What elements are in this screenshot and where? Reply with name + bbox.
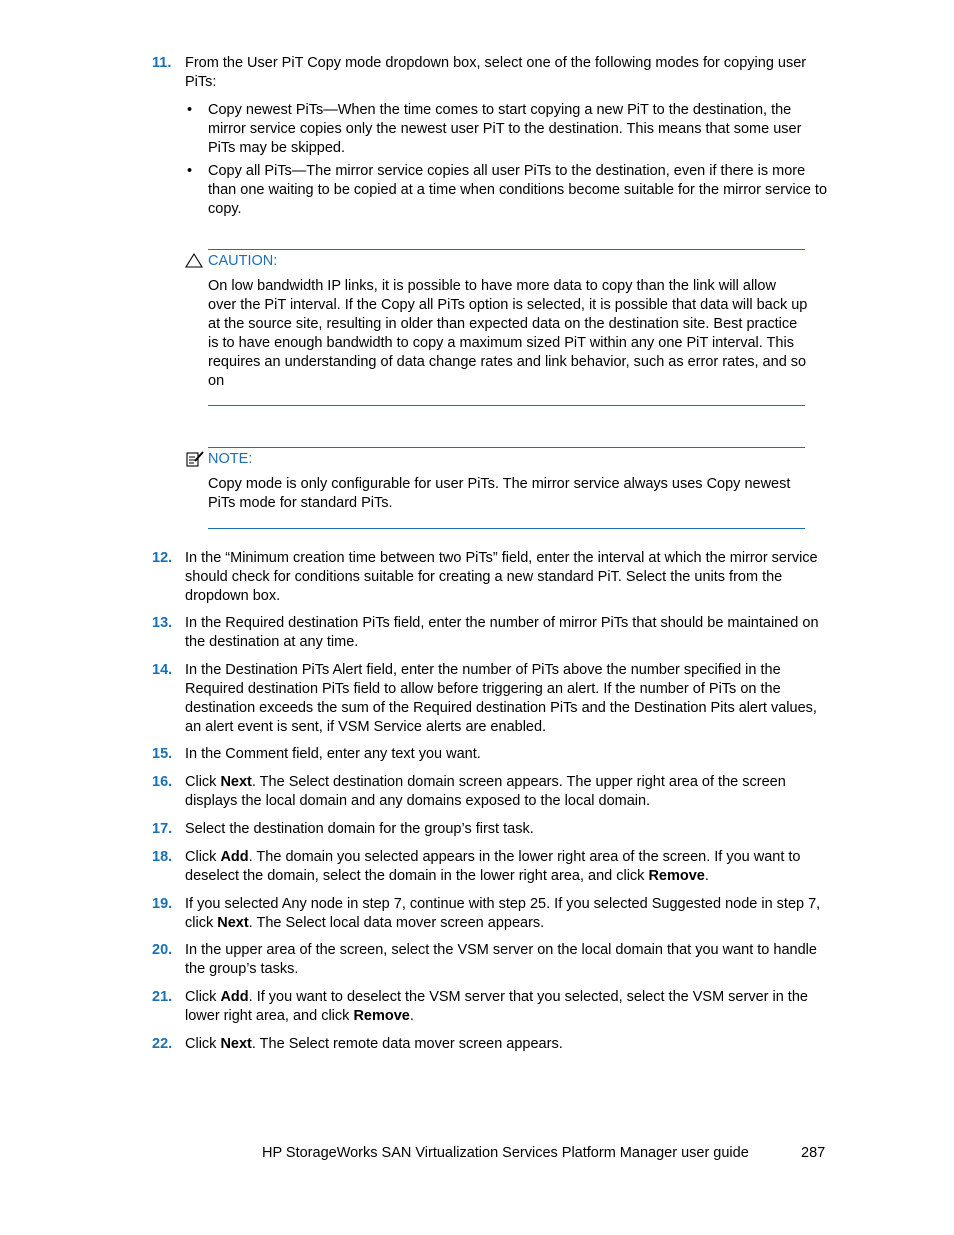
ui-term-remove: Remove xyxy=(648,868,705,884)
note-bottom-rule xyxy=(208,528,805,529)
ui-term-next: Next xyxy=(220,1036,252,1052)
step-number: 20. xyxy=(152,942,173,958)
step-number: 22. xyxy=(152,1036,173,1052)
bullet-text: Copy all PiTs—The mirror service copies all user PiTs to the destination, even if there is more than one waiting to be copied at a time when conditions become suitable for the mirror service to copy. xyxy=(208,163,828,217)
ui-term-next: Next xyxy=(217,915,249,931)
step-text-part: . The Select destination domain screen appears. The upper right area of the screen displays the local domain and any domains exposed to the local domain. xyxy=(185,774,786,809)
step-number: 18. xyxy=(152,849,173,865)
ui-term-add: Add xyxy=(220,989,249,1005)
step-number: 15. xyxy=(152,746,173,762)
step-text xyxy=(185,895,832,933)
step-19 xyxy=(152,895,832,933)
page-number: 287 xyxy=(801,1145,826,1161)
note-heading xyxy=(185,449,252,469)
step-number: 12. xyxy=(152,550,173,566)
step-text: Select the destination domain for the group’s first task. xyxy=(185,821,534,837)
step-14 xyxy=(152,661,832,737)
step-text: From the User PiT Copy mode dropdown box, select one of the following modes for copying user PiTs: xyxy=(185,55,807,90)
step-text xyxy=(185,848,832,886)
step-text-part: Click xyxy=(185,774,221,790)
step-text: In the Required destination PiTs field, enter the number of mirror PiTs that should be maintained on the destination at any time. xyxy=(185,615,819,650)
caution-triangle-icon xyxy=(185,252,205,270)
step-text-part: . If you want to deselect the VSM server that you selected, select the VSM server in the lower right area, and click xyxy=(185,989,808,1024)
note-pencil-icon xyxy=(185,450,205,468)
step-text-part: . The Select local data mover screen appears. xyxy=(248,915,545,931)
step-number: 19. xyxy=(152,896,173,912)
step-text: In the Destination PiTs Alert field, enter the number of PiTs above the number specified in the Required destination PiTs field to allow before triggering an alert. If the number of PiTs on the destination exceeds the sum of the Required destination PiTs and the Destination Pits alert values, an alert event is sent, if VSM Service alerts are enabled. xyxy=(185,662,817,735)
step-text-part: If you selected Any node in step 7, continue with step 25. If you selected Suggested node in step 7, click xyxy=(185,896,821,931)
step-text xyxy=(185,1035,832,1054)
step-text-part: . xyxy=(704,868,709,884)
step-text-part: . The Select remote data mover screen appears. xyxy=(251,1036,563,1052)
step-11 xyxy=(152,54,832,92)
footer-title: HP StorageWorks SAN Virtualization Services Platform Manager user guide xyxy=(262,1145,749,1161)
bullet-list xyxy=(185,101,830,223)
step-number: 14. xyxy=(152,662,173,678)
caution-heading xyxy=(185,251,277,271)
step-number: 11. xyxy=(152,55,172,71)
step-18 xyxy=(152,848,832,886)
step-15 xyxy=(152,745,832,764)
step-number: 13. xyxy=(152,615,173,631)
step-13 xyxy=(152,614,832,652)
bullet-item xyxy=(185,162,830,219)
step-number: 16. xyxy=(152,774,173,790)
bullet-dot: • xyxy=(187,102,193,118)
note-label: NOTE: xyxy=(208,451,253,468)
step-21 xyxy=(152,988,832,1026)
step-17 xyxy=(152,820,832,839)
step-text: In the upper area of the screen, select the VSM server on the local domain that you want to handle the group’s tasks. xyxy=(185,942,817,977)
step-22 xyxy=(152,1035,832,1054)
caution-bottom-rule xyxy=(208,405,805,406)
ui-term-next: Next xyxy=(220,774,252,790)
step-text xyxy=(185,773,832,811)
step-text: In the Comment field, enter any text you want. xyxy=(185,746,481,762)
ui-term-add: Add xyxy=(220,849,249,865)
step-number: 17. xyxy=(152,821,173,837)
bullet-item xyxy=(185,101,830,158)
step-12 xyxy=(152,549,832,606)
step-text-part: . The domain you selected appears in the lower right area of the screen. If you want to deselect the domain, select the domain in the lower right area, and click xyxy=(185,849,801,884)
bullet-text: Copy newest PiTs—When the time comes to start copying a new PiT to the destination, the mirror service copies only the newest user PiT to the destination. This means that some user PiTs may be skipped. xyxy=(208,102,802,156)
caution-text: On low bandwidth IP links, it is possible to have more data to copy than the link will allow over the PiT interval. If the Copy all PiTs option is selected, it is possible that data will back up at the source site, resulting in older than expected data on the destination site. Best practice is to have enough bandwidth to copy a maximum sized PiT within any one PiT interval. This requires an understanding of data change rates and link behavior, such as error rates, and so on xyxy=(208,278,808,389)
step-number: 21. xyxy=(152,989,173,1005)
step-text-part: Click xyxy=(185,989,221,1005)
step-text-part: . xyxy=(409,1008,414,1024)
step-text: In the “Minimum creation time between two PiTs” field, enter the interval at which the mirror service should check for conditions suitable for creating a new standard PiT. Select the units from the dropdown box. xyxy=(185,550,818,604)
ui-term-remove: Remove xyxy=(353,1008,410,1024)
step-text-part: Click xyxy=(185,1036,221,1052)
caution-label: CAUTION: xyxy=(208,253,278,270)
step-text xyxy=(185,988,832,1026)
step-text-part: Click xyxy=(185,849,221,865)
note-text: Copy mode is only configurable for user PiTs. The mirror service always uses Copy newest PiTs mode for standard PiTs. xyxy=(208,476,791,511)
step-16 xyxy=(152,773,832,811)
bullet-dot: • xyxy=(187,163,193,179)
note-top-rule xyxy=(208,447,805,448)
caution-top-rule xyxy=(208,249,805,250)
step-20 xyxy=(152,941,832,979)
